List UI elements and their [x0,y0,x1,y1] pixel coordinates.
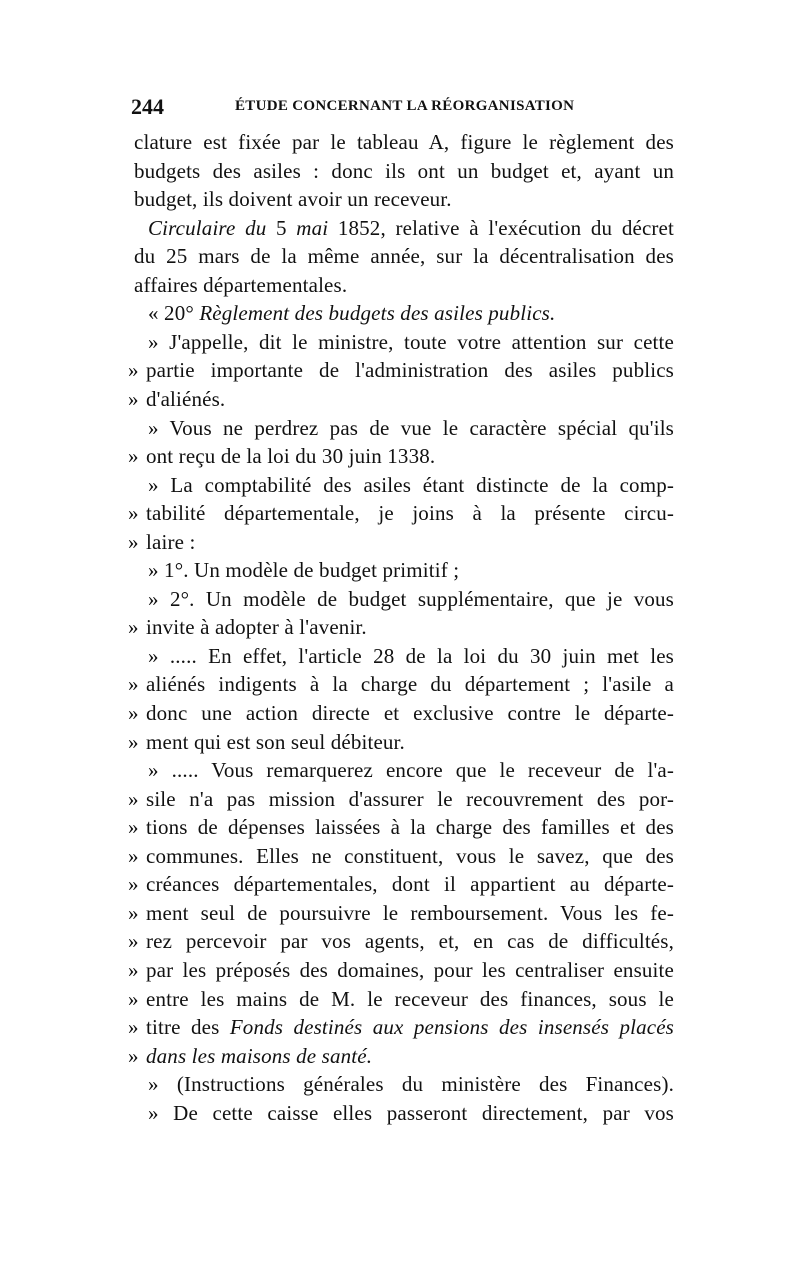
text-line [148,584,674,614]
text-line [128,498,674,528]
text-line [128,384,674,414]
text-line [128,612,674,642]
line-text: 5 [266,215,297,240]
quote-mark: » [128,900,139,925]
line-text: d'aliénés. [146,386,226,411]
line-text: » Vous ne perdrez pas de vue le caractère spécial qu'ils [148,415,674,440]
line-text: » ..... Vous remarquerez encore que le receveur de l'a- [148,758,674,783]
text-line [148,327,674,357]
line-text: » J'appelle, dit le ministre, toute votre attention sur cette [148,329,674,354]
line-text: aliénés indigents à la charge du département ; l'asile a [146,672,674,697]
text-line [128,869,674,899]
line-text: » La comptabilité des asiles étant distincte de la comp- [148,472,674,497]
text-line [134,127,674,157]
text-line [148,1069,674,1099]
quote-mark: » [128,358,139,383]
italic-text: mai [296,215,329,240]
line-text: clature est fixée par le tableau A, figure le règlement des [134,130,674,154]
text-line [148,641,674,671]
line-text: « 20° [148,301,200,326]
quote-mark: » [128,1015,139,1040]
line-text: du 25 mars de la même année, sur la décentralisation des [134,244,674,269]
text-line [128,727,674,757]
text-line [134,241,674,271]
line-text: » 2°. Un modèle de budget supplémentaire, que je vous [148,586,674,611]
line-text: budgets des asiles : donc ils ont un budget et, ayant un [134,158,674,183]
text-line [148,298,674,328]
text-line [148,755,674,785]
quote-mark: » [128,872,139,897]
line-text: sile n'a pas mission d'assurer le recouvrement des por- [146,786,674,811]
quote-mark: » [128,786,139,811]
text-line [128,784,674,814]
text-line [128,926,674,956]
line-text: affaires départementales. [134,272,348,297]
line-text: créances départementales, dont il appartient au départe- [146,872,674,897]
line-text: ont reçu de la loi du 30 juin 1338. [146,444,436,469]
line-text: budget, ils doivent avoir un receveur. [134,187,452,212]
quote-mark: » [128,986,139,1011]
quote-mark: » [128,729,139,754]
line-text: communes. Elles ne constituent, vous le savez, que des [146,843,674,868]
quote-mark: » [128,815,139,840]
line-text: » 1°. Un modèle de budget primitif ; [148,558,460,583]
page-number: 244 [131,94,164,119]
line-text: 1852, relative à l'exécution du décret [328,215,675,240]
line-text: laire : [146,529,196,554]
text-line [128,984,674,1014]
text-line [128,812,674,842]
line-text: rez percevoir par vos agents, et, en cas de difficultés, [146,929,674,954]
line-text: ment seul de poursuivre le remboursement. Vous les fe- [146,900,674,925]
text-line [128,527,674,557]
text-line [148,555,674,585]
quote-mark: » [128,1043,139,1068]
text-line [134,270,674,300]
text-line [134,184,674,214]
quote-mark: » [128,957,139,982]
line-text: donc une action directe et exclusive contre le départe- [146,701,674,725]
text-line [148,213,674,243]
quote-mark: » [128,615,139,640]
quote-mark: » [128,672,139,697]
italic-text: Circulaire du [148,215,267,240]
text-line [128,441,674,471]
line-text: tabilité départementale, je joins à la présente circu- [146,501,674,526]
line-text: » De cette caisse elles passeront directement, par vos [148,1100,674,1125]
text-line [128,898,674,928]
italic-text: dans les maisons de santé. [146,1043,373,1068]
quote-mark: » [128,386,139,411]
quote-mark: » [128,529,139,554]
page-header [131,94,671,119]
text-line [148,413,674,443]
line-text: entre les mains de M. le receveur des finances, sous le [146,986,674,1011]
line-text: » (Instructions générales du ministère des Finances). [148,1072,674,1097]
text-line [128,698,674,728]
text-line [148,470,674,500]
italic-text: Fonds destinés aux pensions des insensés placés [229,1015,675,1040]
line-text: partie importante de l'administration des asiles publics [146,358,674,383]
quote-mark: » [128,843,139,868]
line-text: invite à adopter à l'avenir. [146,615,367,640]
line-text: tions de dépenses laissées à la charge des familles et des [146,815,674,840]
italic-text: Règlement des budgets des asiles publics. [199,301,556,326]
line-text: » ..... En effet, l'article 28 de la loi du 30 juin met les [148,643,674,668]
text-line [128,1012,675,1042]
line-text: ment qui est son seul débiteur. [146,729,405,754]
text-line [128,1041,674,1071]
line-text: par les préposés des domaines, pour les centraliser ensuite [146,957,674,982]
quote-mark: » [128,701,139,725]
text-line [148,1098,674,1128]
text-line [128,669,674,699]
line-text: titre des [146,1015,230,1040]
text-line [128,955,674,985]
text-line [128,355,674,385]
text-line [134,156,674,186]
text-line [128,841,674,871]
quote-mark: » [128,929,139,954]
running-head: ÉTUDE CONCERNANT LA RÉORGANISATION [235,98,575,114]
quote-mark: » [128,501,139,526]
quote-mark: » [128,444,139,469]
